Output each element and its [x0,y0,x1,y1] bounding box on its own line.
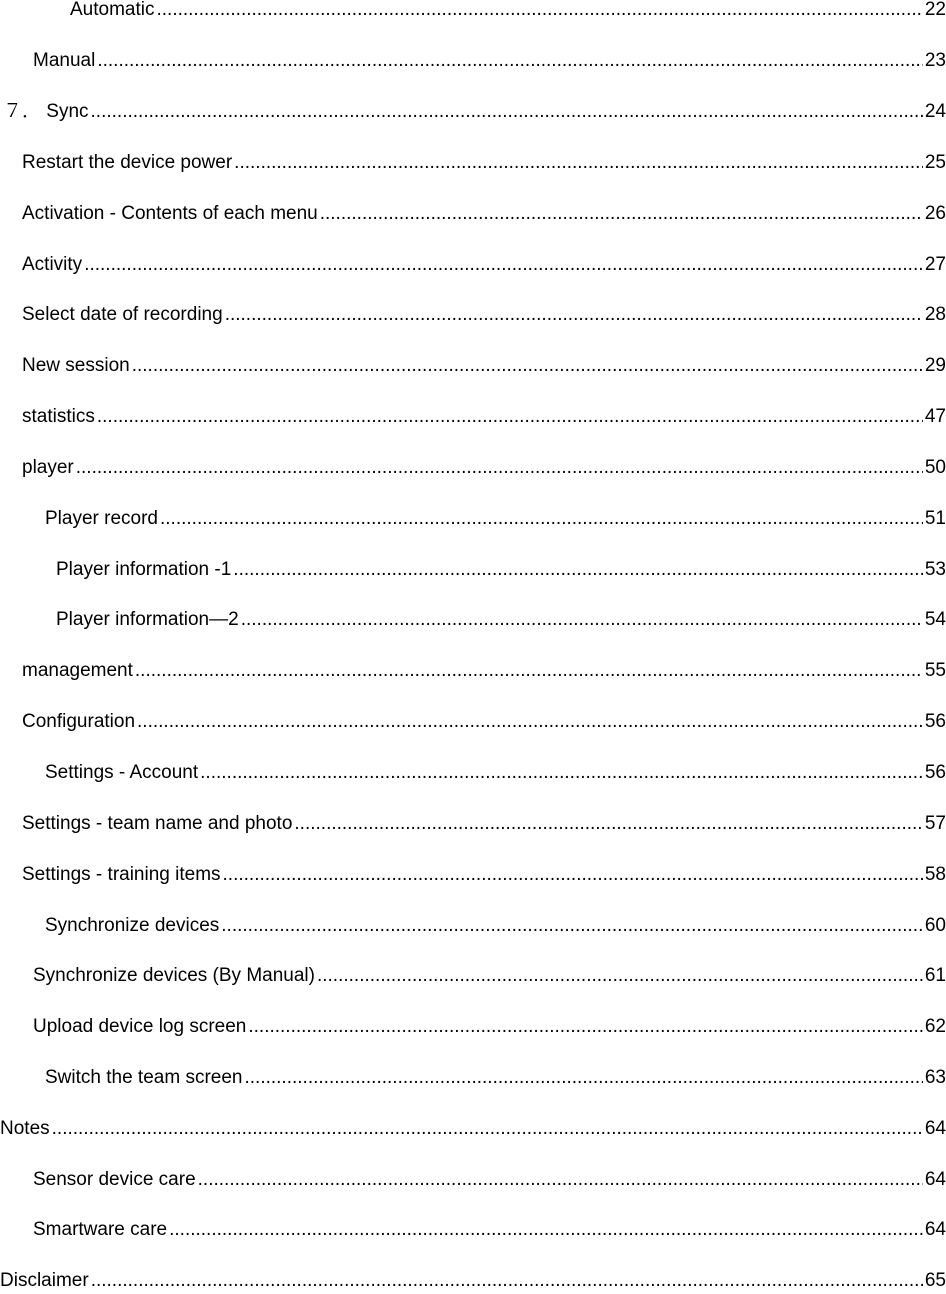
toc-page-number: 56 [924,711,946,732]
toc-entry-label: Settings - Account [45,762,199,783]
toc-entry-smartware-care[interactable] [33,1217,946,1243]
toc-page-number: 27 [924,254,946,275]
toc-dot-leader [198,1167,923,1193]
toc-entry-sync[interactable] [3,99,946,125]
toc-entry-label: Synchronize devices (By Manual) [33,965,315,986]
toc-page-number: 53 [924,559,946,580]
toc-entry-player[interactable] [22,455,946,481]
toc-entry-configuration[interactable] [22,709,946,735]
toc-dot-leader [244,1065,922,1091]
toc-entry-label: player [22,457,74,478]
toc-page-number: 55 [924,660,946,681]
toc-entry-settings-training-items[interactable] [22,862,946,888]
toc-dot-leader [91,99,923,125]
toc-entry-label: Settings - training items [22,864,221,885]
toc-entry-label: Settings - team name and photo [22,813,293,834]
toc-entry-player-information-1[interactable] [56,557,946,583]
toc-page-number: 63 [924,1067,946,1088]
toc-entry-switch-team-screen[interactable] [45,1065,946,1091]
toc-page-number: 25 [924,152,946,173]
toc-dot-leader [97,404,923,430]
toc-entry-label: New session [22,355,130,376]
toc-dot-leader [160,506,923,532]
toc-entry-label: Activation - Contents of each menu [22,203,318,224]
toc-dot-leader [221,913,923,939]
toc-page-number: 22 [924,0,946,20]
toc-entry-notes[interactable] [0,1116,946,1142]
toc-entry-label: ７． Sync [3,101,89,122]
toc-entry-label: Activity [22,254,83,275]
toc-entry-label: Disclaimer [0,1270,89,1291]
toc-page-number: 65 [924,1270,946,1291]
toc-dot-leader [91,1268,923,1294]
toc-dot-leader [135,658,923,684]
toc-entry-player-information-2[interactable] [56,607,946,633]
toc-entry-label: Automatic [70,0,155,20]
toc-entry-restart-device-power[interactable] [22,150,946,176]
toc-page-number: 62 [924,1016,946,1037]
toc-page-number: 29 [924,355,946,376]
toc-page-number: 50 [924,457,946,478]
toc-entry-label: Restart the device power [22,152,233,173]
toc-entry-label: Upload device log screen [33,1016,247,1037]
toc-dot-leader [132,353,923,379]
toc-entry-sensor-device-care[interactable] [33,1167,946,1193]
toc-entry-label: Notes [0,1118,50,1139]
toc-entry-manual[interactable] [33,48,946,74]
toc-dot-leader [52,1116,923,1142]
toc-page-number: 28 [924,304,946,325]
toc-entry-new-session[interactable] [22,353,946,379]
toc-entry-label: Player information—2 [56,609,239,630]
toc-entry-player-record[interactable] [45,506,946,532]
toc-entry-label: Player information -1 [56,559,232,580]
toc-dot-leader [156,0,922,23]
toc-dot-leader [76,455,923,481]
toc-dot-leader [320,201,923,227]
toc-page-number: 24 [924,101,946,122]
toc-entry-label: Synchronize devices [45,915,220,936]
toc-entry-settings-account[interactable] [45,760,946,786]
toc-entry-automatic[interactable] [70,0,946,23]
toc-dot-leader [200,760,923,786]
toc-page-number: 60 [924,915,946,936]
toc-entry-synchronize-devices[interactable] [45,913,946,939]
toc-entry-label: Sensor device care [33,1169,196,1190]
toc-page-number: 54 [924,609,946,630]
toc-dot-leader [97,48,923,74]
toc-entry-label: Configuration [22,711,136,732]
toc-dot-leader [169,1217,923,1243]
toc-entry-activation-contents[interactable] [22,201,946,227]
toc-dot-leader [225,302,923,328]
toc-entry-settings-team-name[interactable] [22,811,946,837]
toc-page-number: 57 [924,813,946,834]
toc-entry-label: statistics [22,406,95,427]
toc-page-number: 56 [924,762,946,783]
toc-entry-select-date[interactable] [22,302,946,328]
toc-page-number: 58 [924,864,946,885]
toc-entry-label: Switch the team screen [45,1067,243,1088]
toc-entry-label: Player record [45,508,158,529]
toc-dot-leader [241,607,923,633]
toc-dot-leader [248,1014,923,1040]
toc-entry-upload-device-log[interactable] [33,1014,946,1040]
toc-entry-management[interactable] [22,658,946,684]
toc-dot-leader [137,709,923,735]
toc-dot-leader [317,963,923,989]
toc-dot-leader [223,862,923,888]
toc-dot-leader [234,150,923,176]
toc-entry-activity[interactable] [22,252,946,278]
toc-page-number: 61 [924,965,946,986]
toc-entry-disclaimer[interactable] [0,1268,946,1294]
toc-entry-label: Smartware care [33,1219,168,1240]
toc-entry-synchronize-devices-manual[interactable] [33,963,946,989]
toc-page-number: 64 [924,1219,946,1240]
toc-entry-label: Select date of recording [22,304,223,325]
toc-dot-leader [294,811,922,837]
toc-page-number: 23 [924,50,946,71]
toc-dot-leader [233,557,923,583]
toc-page-number: 47 [924,406,946,427]
toc-page-number: 64 [924,1118,946,1139]
toc-dot-leader [84,252,923,278]
toc-entry-statistics[interactable] [22,404,946,430]
toc-page-number: 64 [924,1169,946,1190]
toc-entry-label: management [22,660,133,681]
toc-entry-label: Manual [33,50,96,71]
toc-page-number: 51 [924,508,946,529]
toc-page-number: 26 [924,203,946,224]
